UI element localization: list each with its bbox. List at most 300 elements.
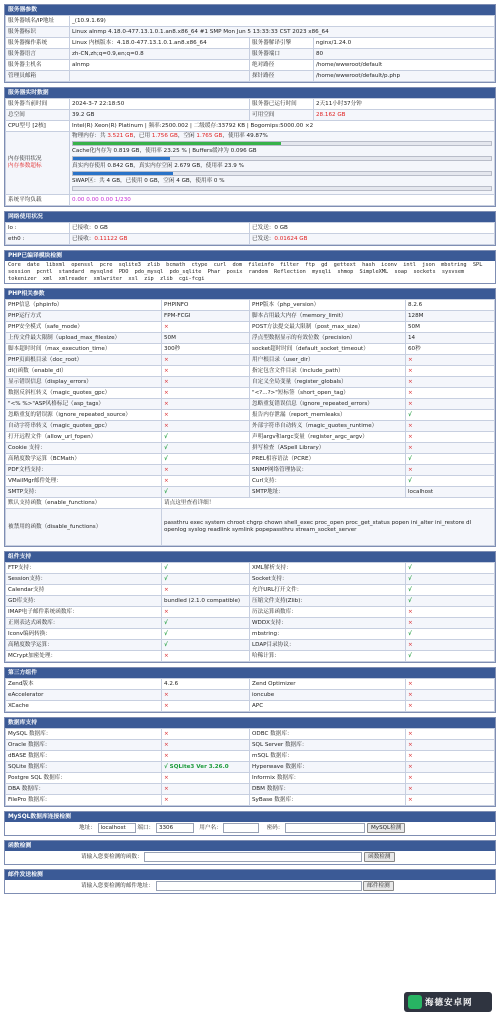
address-label: 地址： (79, 825, 96, 832)
received (70, 223, 250, 234)
text: ，使用率 49.87% (222, 133, 268, 139)
row-label: VMailMgr邮件处理： (6, 476, 162, 487)
row-label: mbstring： (250, 629, 406, 640)
table-row (6, 751, 495, 762)
third-party-rows (6, 679, 495, 712)
row-label: 历法运算函数库： (250, 607, 406, 618)
sent (250, 234, 495, 245)
row-label: Oracle 数据库： (6, 740, 162, 751)
email-input[interactable] (156, 881, 362, 891)
row-value: 128M (406, 311, 495, 322)
row-value: /home/wwwroot/default/p.php (314, 71, 495, 82)
row-label: eAccelerator (6, 690, 162, 701)
table-row (6, 498, 495, 509)
table-row (6, 454, 495, 465)
row-value: alnmp (70, 60, 250, 71)
row-value: × (162, 421, 250, 432)
memory-used: 1.756 GB (151, 133, 178, 139)
row-label: 自动字符串转义（magic_quotes_gpc） (6, 421, 162, 432)
table-row (6, 443, 495, 454)
row-label: 高精度数学运算（BCMath） (6, 454, 162, 465)
row-label: socket超时时间（default_socket_timeout） (250, 344, 406, 355)
table-row (6, 99, 495, 110)
username-input[interactable] (223, 823, 259, 833)
row-value: × (162, 476, 250, 487)
row-label: MCrypt加密处理： (6, 651, 162, 662)
row-label: 浮点型数据显示的有效位数（precision） (250, 333, 406, 344)
row-value: × (162, 690, 250, 701)
row-value: √ (406, 629, 495, 640)
mysql-check-button[interactable]: MySQL检测 (367, 823, 405, 833)
row-value: × (162, 377, 250, 388)
interface-name: lo : (6, 223, 70, 234)
row-label: SQL Server 数据库： (250, 740, 406, 751)
table-row (6, 740, 495, 751)
row-label: SyBase 数据库： (250, 795, 406, 806)
row-value: × (406, 355, 495, 366)
row-value: _(10.9.1.69) (70, 16, 495, 27)
row-label: Iconv编码转换： (6, 629, 162, 640)
sent (250, 223, 495, 234)
mail-check-section (4, 869, 496, 894)
text: 已发送： (252, 225, 275, 231)
swap-bar (72, 186, 492, 191)
mail-check-button[interactable]: 邮件检测 (363, 881, 393, 891)
row-label: Hyperwave 数据库： (250, 762, 406, 773)
table-row (6, 773, 495, 784)
row-value: × (162, 651, 250, 662)
row-value: Linux alnmp 4.18.0-477.13.1.0.1.an8.x86_64 #1 SMP Mon Jun 5 13:33:33 CST 2023 x86_64 (70, 27, 495, 38)
row-label: 探针路径 (250, 71, 314, 82)
row-label: WDDX支持： (250, 618, 406, 629)
row-label: 服务器当前时间 (6, 99, 70, 110)
row-label: MySQL 数据库： (6, 729, 162, 740)
row-label: 服务器解译引擎 (250, 38, 314, 49)
row-label: Curl支持： (250, 476, 406, 487)
db-rows (6, 729, 495, 806)
row-value: × (162, 773, 250, 784)
row-value: 4.2.6 (162, 679, 250, 690)
table-row (6, 574, 495, 585)
row-label: 高精度数学运算： (6, 640, 162, 651)
network-title: 网络使用状况 (5, 212, 495, 222)
row-value: × (406, 751, 495, 762)
row-value: nginx/1.24.0 (314, 38, 495, 49)
row-value: √ (406, 410, 495, 421)
row-label: CPU型号 [2核] (6, 121, 70, 132)
row-value: √ (406, 596, 495, 607)
row-value: FPM-FCGI (162, 311, 250, 322)
row-value: Linux 内核版本：4.18.0-477.13.1.0.1.an8.x86_64 (70, 38, 250, 49)
row-label: 自定义全局变量（register_globals） (250, 377, 406, 388)
row-label: IMAP电子邮件系统函数库： (6, 607, 162, 618)
table-row (6, 651, 495, 662)
row-value: 50M (406, 322, 495, 333)
username-label: 用户名： (199, 825, 222, 832)
row-value: × (162, 388, 250, 399)
table-row (6, 333, 495, 344)
row-value: 8.2.6 (406, 300, 495, 311)
row-value: zh-CN,zh;q=0.9,en;q=0.8 (70, 49, 250, 60)
memory-alert-label: 内存参数超标 (8, 163, 42, 169)
port-input[interactable]: 3306 (156, 823, 194, 833)
row-label: 忽略重复的错误源（ignore_repeated_source） (6, 410, 162, 421)
interface-name: eth0 : (6, 234, 70, 245)
table-row (6, 234, 495, 245)
table-row (6, 311, 495, 322)
row-label: 服务器主机名 (6, 60, 70, 71)
row-label: 上传文件最大限制（upload_max_filesize） (6, 333, 162, 344)
row-label: PHP页面根目录（doc_root） (6, 355, 162, 366)
row-label: ODBC 数据库： (250, 729, 406, 740)
realtime-section (4, 87, 496, 207)
components-title: 组件支持 (5, 552, 495, 562)
row-value: × (406, 784, 495, 795)
disabled-functions: passthru exec system chroot chgrp chown shell_exec proc_open proc_get_status popen ini_alter ini_restore dl openlog syslog readlink symlink popepassthru stream_socket_server (162, 509, 495, 546)
row-value: √ (162, 487, 250, 498)
server-params-section (4, 4, 496, 83)
php-table (5, 299, 495, 546)
row-value: √ (162, 443, 250, 454)
row-value: × (406, 432, 495, 443)
php-section (4, 288, 496, 547)
row-label: 默认支持函数（enable_functions） (6, 498, 162, 509)
text: ，已用 (133, 133, 152, 139)
row-label: GD库支持： (6, 596, 162, 607)
components-table (5, 562, 495, 662)
components-section (4, 551, 496, 663)
row-value: × (406, 762, 495, 773)
table-row (6, 322, 495, 333)
row-label: SMTP支持： (6, 487, 162, 498)
row-value: × (162, 729, 250, 740)
cpu-model: Intel(R) Xeon(R) Platinum | 频率:2500.002 | 二级缓存:33792 KB | Bogomips:5000.00 ×2 (70, 121, 495, 132)
received-value: 0 GB (94, 225, 108, 231)
row-value: × (406, 388, 495, 399)
row-label: PDF文档支持： (6, 465, 162, 476)
row-label: "<?...?>"短标签（short_open_tag） (250, 388, 406, 399)
third-party-section (4, 667, 496, 713)
row-value: × (162, 322, 250, 333)
enable-functions-link[interactable]: 请点这里查看详细！ (162, 498, 495, 509)
server-params-title: 服务器参数 (5, 5, 495, 15)
row-label: Session支持： (6, 574, 162, 585)
row-label: DBA 数据库： (6, 784, 162, 795)
third-party-title: 第三方组件 (5, 668, 495, 678)
row-label: Zend版本 (6, 679, 162, 690)
text: 已接收： (72, 236, 95, 242)
realtime-title: 服务器实时数据 (5, 88, 495, 98)
text: 已接收： (72, 225, 95, 231)
table-row (6, 701, 495, 712)
row-value: √ (162, 618, 250, 629)
row-value: × (406, 740, 495, 751)
real-memory-text: 真实内存使用 0.842 GB，真实内存空闲 2.679 GB，使用率 23.9 % (72, 163, 244, 169)
table-row (6, 596, 495, 607)
table-row (6, 432, 495, 443)
system-load: 0.00 0.00 0.00 1/230 (70, 195, 495, 206)
row-label: XML解析支持： (250, 563, 406, 574)
password-input[interactable] (285, 823, 365, 833)
table-row (6, 487, 495, 498)
android-logo-icon (408, 995, 422, 1009)
db-section (4, 717, 496, 807)
host-input[interactable]: localhost (98, 823, 136, 833)
text: ，空闲 (177, 133, 197, 139)
row-label: 正则表达式函数库： (6, 618, 162, 629)
current-time: 2024-3-7 22:18:50 (70, 99, 250, 110)
table-row (6, 629, 495, 640)
received (70, 234, 250, 245)
memory-free: 1.765 GB (196, 133, 223, 139)
modules-list: Core date libxml openssl pcre sqlite3 zlib bcmath ctype curl dom fileinfo filter ftp gd gettext hash iconv intl json mbstring SPL session pcntl standard mysqlnd PDO pdo_mysql pdo_sqlite Phar posix random Reflection mysqli shmop SimpleXML soap sockets sysvsem tokenizer xml xmlreader xmlwriter xsl zip zlib cgi-fcgi (8, 262, 483, 282)
row-value: × (162, 585, 250, 596)
row-label: 绝对路径 (250, 60, 314, 71)
row-label: PHP运行方式 (6, 311, 162, 322)
row-label: 数据反斜杠转义（magic_quotes_gpc） (6, 388, 162, 399)
row-label: 被禁用的函数（disable_functions） (6, 509, 162, 546)
table-row (6, 366, 495, 377)
row-value: × (406, 773, 495, 784)
row-value: × (406, 421, 495, 432)
row-value: × (162, 410, 250, 421)
row-label: SNMP网络管理协议： (250, 465, 406, 476)
row-label: Calendar支持 (6, 585, 162, 596)
table-row (6, 27, 495, 38)
row-label: FilePro 数据库： (6, 795, 162, 806)
function-check-title: 函数检测 (5, 841, 495, 851)
components-rows (6, 563, 495, 662)
row-label: 服务器操作系统 (6, 38, 70, 49)
row-value: √ (406, 585, 495, 596)
real-memory-bar (72, 171, 492, 176)
row-value: √ (162, 629, 250, 640)
row-label: 服务器端口 (250, 49, 314, 60)
row-label: 哈稀计算： (250, 651, 406, 662)
row-label: 脚本超时时间（max_execution_time） (6, 344, 162, 355)
row-value: 50M (162, 333, 250, 344)
row-label: PHP信息（phpinfo） (6, 300, 162, 311)
row-value: 60秒 (406, 344, 495, 355)
row-value: √ (406, 563, 495, 574)
row-label: 总空间 (6, 110, 70, 121)
table-row (6, 640, 495, 651)
bar-fill (73, 172, 173, 175)
table-row (6, 377, 495, 388)
row-label: POST方法提交最大限制（post_max_size） (250, 322, 406, 333)
row-value: PHPINFO (162, 300, 250, 311)
row-label: 服务器语言 (6, 49, 70, 60)
row-label: 可用空间 (250, 110, 314, 121)
db-table (5, 728, 495, 806)
row-value: × (162, 355, 250, 366)
row-value: × (406, 729, 495, 740)
physical-memory-bar (72, 141, 492, 146)
row-label: XCache (6, 701, 162, 712)
network-section (4, 211, 496, 246)
modules-section (4, 250, 496, 284)
row-label: SQLite 数据库： (6, 762, 162, 773)
row-label: 显示错误信息（display_errors） (6, 377, 162, 388)
row-value: √ (162, 454, 250, 465)
row-value: × (406, 701, 495, 712)
physical-memory-text (72, 133, 492, 140)
sent-value: 0 GB (274, 225, 288, 231)
row-label: PHP安全模式（safe_mode） (6, 322, 162, 333)
row-value: /home/wwwroot/default (314, 60, 495, 71)
row-label: 声明argv和argc变量（register_argc_argv） (250, 432, 406, 443)
watermark-text: 海德安卓网 (425, 998, 473, 1008)
table-row (6, 388, 495, 399)
table-row (6, 110, 495, 121)
table-row (6, 399, 495, 410)
table-row (6, 585, 495, 596)
table-row (6, 795, 495, 806)
row-label: ioncube (250, 690, 406, 701)
bar-fill (73, 157, 170, 160)
row-value: 300秒 (162, 344, 250, 355)
row-value: √ (162, 432, 250, 443)
row-value: × (406, 465, 495, 476)
row-label: dBASE 数据库： (6, 751, 162, 762)
row-label: Postgre SQL 数据库： (6, 773, 162, 784)
memory-row (6, 132, 495, 195)
mysql-check-title: MySQL数据库连接检测 (5, 812, 495, 822)
row-value: bundled (2.1.0 compatible) (162, 596, 250, 607)
swap-text: SWAP区：共 4 GB，已使用 0 GB，空闲 4 GB，使用率 0 % (72, 178, 225, 184)
row-value: √ (406, 476, 495, 487)
table-row (6, 607, 495, 618)
network-table (5, 222, 495, 245)
total-space: 39.2 GB (70, 110, 250, 121)
row-label: Informix 数据库： (250, 773, 406, 784)
bar-fill (73, 142, 281, 145)
sent-value: 0.01624 GB (274, 236, 308, 242)
third-party-table (5, 678, 495, 712)
mysql-check-form (5, 822, 495, 835)
row-label: 指定包含文件目录（include_path） (250, 366, 406, 377)
table-row (6, 729, 495, 740)
table-row (6, 465, 495, 476)
row-value: × (162, 795, 250, 806)
memory-labels (6, 132, 70, 195)
row-label: dl()函数（enable_dl） (6, 366, 162, 377)
row-label: Cookie 支持： (6, 443, 162, 454)
function-check-label: 请输入您要检测的函数： (81, 854, 143, 861)
modules-title: PHP已编译模块检测 (5, 251, 495, 261)
row-label: DBM 数据库： (250, 784, 406, 795)
row-label: 脚本占用最大内存（memory_limit） (250, 311, 406, 322)
row-value: × (406, 366, 495, 377)
row-value: √ (406, 574, 495, 585)
table-row (6, 784, 495, 795)
row-label: SMTP地址： (250, 487, 406, 498)
row-label: 服务器域名/IP地址 (6, 16, 70, 27)
row-label: 用户根目录（user_dir） (250, 355, 406, 366)
row-label: 服务器已运行时间 (250, 99, 314, 110)
db-title: 数据库支持 (5, 718, 495, 728)
row-value: × (162, 607, 250, 618)
row-label: 报告内存泄漏（report_memleaks） (250, 410, 406, 421)
row-value: × (406, 795, 495, 806)
table-row (6, 300, 495, 311)
row-value: × (406, 679, 495, 690)
row-value: × (162, 784, 250, 795)
table-row (6, 49, 495, 60)
table-row (6, 476, 495, 487)
table-row (6, 38, 495, 49)
function-check-form (5, 851, 495, 864)
received-value: 0.11122 GB (94, 236, 128, 242)
row-label: 打开远程文件（allow_url_fopen） (6, 432, 162, 443)
row-label: 内存使用状况 (8, 156, 42, 162)
row-value: × (162, 701, 250, 712)
table-row (6, 71, 495, 82)
memory-details (70, 132, 495, 195)
table-row (6, 121, 495, 132)
row-label: 服务器标识 (6, 27, 70, 38)
row-value: × (406, 377, 495, 388)
table-row (6, 421, 495, 432)
row-value: × (406, 640, 495, 651)
row-label: Zend Optimizer (250, 679, 406, 690)
table-row (6, 16, 495, 27)
server-params-table (5, 15, 495, 82)
row-label: Socket支持： (250, 574, 406, 585)
row-value: √ (162, 574, 250, 585)
row-value: × (162, 399, 250, 410)
table-row (6, 60, 495, 71)
php-title: PHP相关参数 (5, 289, 495, 299)
row-label: "<% %>"ASP风格标记（asp_tags） (6, 399, 162, 410)
row-value (70, 71, 250, 82)
mail-check-form (5, 880, 495, 893)
table-row (6, 679, 495, 690)
row-label: 压缩文件支持(Zlib)： (250, 596, 406, 607)
row-value: × (406, 399, 495, 410)
port-label: 端口： (137, 825, 155, 832)
table-row (6, 690, 495, 701)
mail-check-title: 邮件发送检测 (5, 870, 495, 880)
table-row (6, 762, 495, 773)
row-value: √ (406, 651, 495, 662)
text: 物理内存：共 (72, 133, 108, 139)
row-value: × (406, 618, 495, 629)
memory-total: 3.521 GB (107, 133, 134, 139)
text: 已发送： (252, 236, 275, 242)
row-value: √ (162, 563, 250, 574)
row-label: 忽略重复错误信息（ignore_repeated_errors） (250, 399, 406, 410)
row-value: 80 (314, 49, 495, 60)
table-row (6, 410, 495, 421)
password-label: 密码： (266, 825, 284, 832)
table-row (6, 355, 495, 366)
row-value: × (162, 751, 250, 762)
row-label: mSQL 数据库： (250, 751, 406, 762)
row-label: PREL相容语法（PCRE） (250, 454, 406, 465)
free-space: 28.162 GB (314, 110, 495, 121)
function-check-button[interactable]: 函数检测 (364, 852, 394, 862)
row-value: √ (406, 454, 495, 465)
row-value: × (162, 740, 250, 751)
table-row (6, 618, 495, 629)
table-row (6, 223, 495, 234)
function-input[interactable] (144, 852, 362, 862)
row-value: × (406, 443, 495, 454)
row-value: × (406, 690, 495, 701)
mail-check-label: 请输入您要检测的邮件地址： (81, 883, 154, 890)
row-value: × (162, 366, 250, 377)
